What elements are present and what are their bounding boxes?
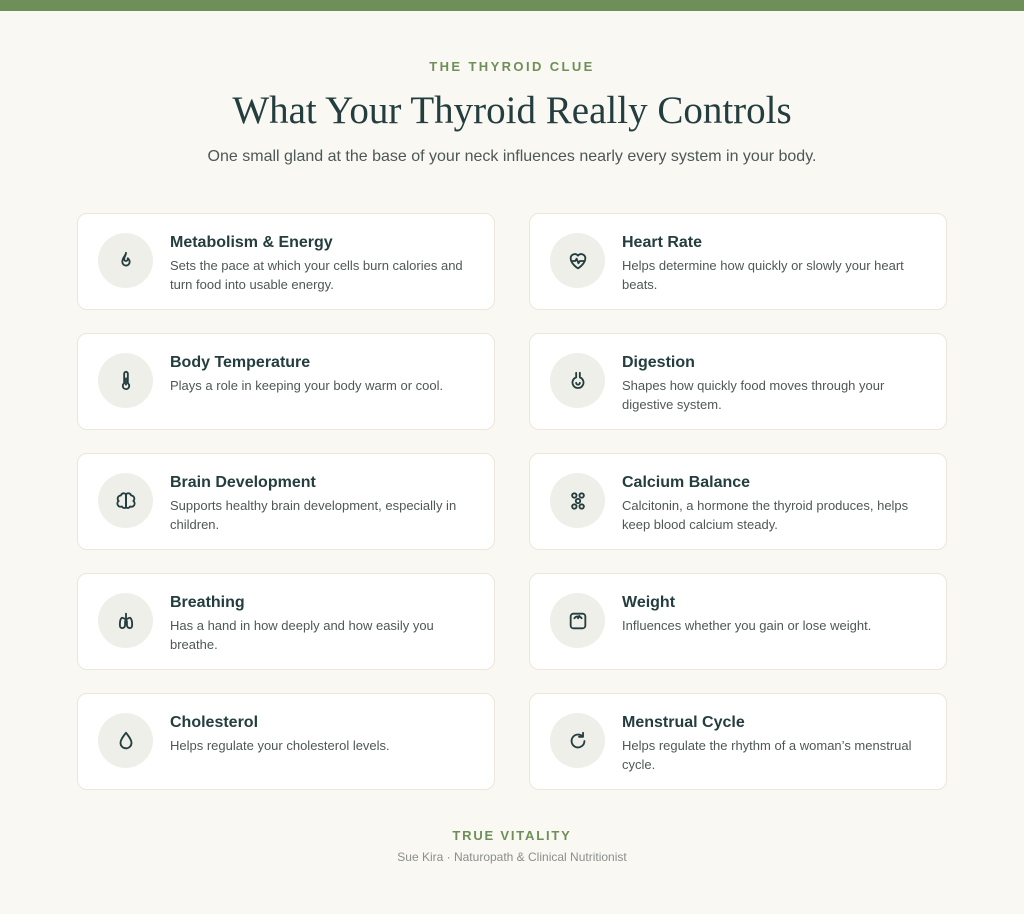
card-digestion [529, 333, 947, 430]
cycle-arrow-icon [550, 713, 605, 768]
card-description: Helps determine how quickly or slowly your heart beats. [622, 258, 904, 292]
card-title: Heart Rate [622, 234, 703, 251]
card-description: Supports healthy brain development, especially in children. [170, 498, 457, 532]
droplet-icon [98, 713, 153, 768]
functions-grid [77, 213, 947, 790]
card-description: Helps regulate your cholesterol levels. [170, 738, 390, 753]
footer-brand: TRUE VITALITY [452, 828, 572, 843]
card-body-temperature [77, 333, 495, 430]
stomach-icon [550, 353, 605, 408]
page-title: What Your Thyroid Really Controls [232, 89, 792, 132]
card-description: Shapes how quickly food moves through your digestive system. [622, 378, 885, 412]
card-title: Menstrual Cycle [622, 714, 745, 731]
eyebrow-label: THE THYROID CLUE [429, 59, 595, 74]
card-calcium-balance [529, 453, 947, 550]
card-title: Weight [622, 594, 676, 611]
page-subtitle: One small gland at the base of your neck influences nearly every system in your body. [207, 148, 817, 165]
scale-icon [550, 593, 605, 648]
card-metabolism-energy [77, 213, 495, 310]
card-description: Sets the pace at which your cells burn calories and turn food into usable energy. [170, 258, 463, 292]
card-cholesterol [77, 693, 495, 790]
card-title: Digestion [622, 354, 695, 371]
card-title: Calcium Balance [622, 474, 751, 491]
card-brain-development [77, 453, 495, 550]
card-breathing [77, 573, 495, 670]
heart-pulse-icon [550, 233, 605, 288]
card-description: Influences whether you gain or lose weight. [622, 618, 872, 633]
card-title: Breathing [170, 594, 245, 611]
card-weight [529, 573, 947, 670]
brain-icon [98, 473, 153, 528]
card-description: Helps regulate the rhythm of a woman’s menstrual cycle. [622, 738, 912, 772]
top-accent-bar [0, 0, 1024, 11]
card-title: Metabolism & Energy [170, 234, 333, 251]
footer-byline: Sue Kira · Naturopath & Clinical Nutritionist [397, 850, 627, 864]
card-description: Plays a role in keeping your body warm or cool. [170, 378, 444, 393]
card-description: Calcitonin, a hormone the thyroid produces, helps keep blood calcium steady. [622, 498, 909, 532]
thermometer-icon [98, 353, 153, 408]
card-description: Has a hand in how deeply and how easily you breathe. [170, 618, 434, 652]
lungs-icon [98, 593, 153, 648]
card-title: Brain Development [170, 474, 316, 491]
card-heart-rate [529, 213, 947, 310]
flame-icon [98, 233, 153, 288]
card-title: Body Temperature [170, 354, 311, 371]
card-menstrual-cycle [529, 693, 947, 790]
card-title: Cholesterol [170, 714, 259, 731]
bone-molecule-icon [550, 473, 605, 528]
